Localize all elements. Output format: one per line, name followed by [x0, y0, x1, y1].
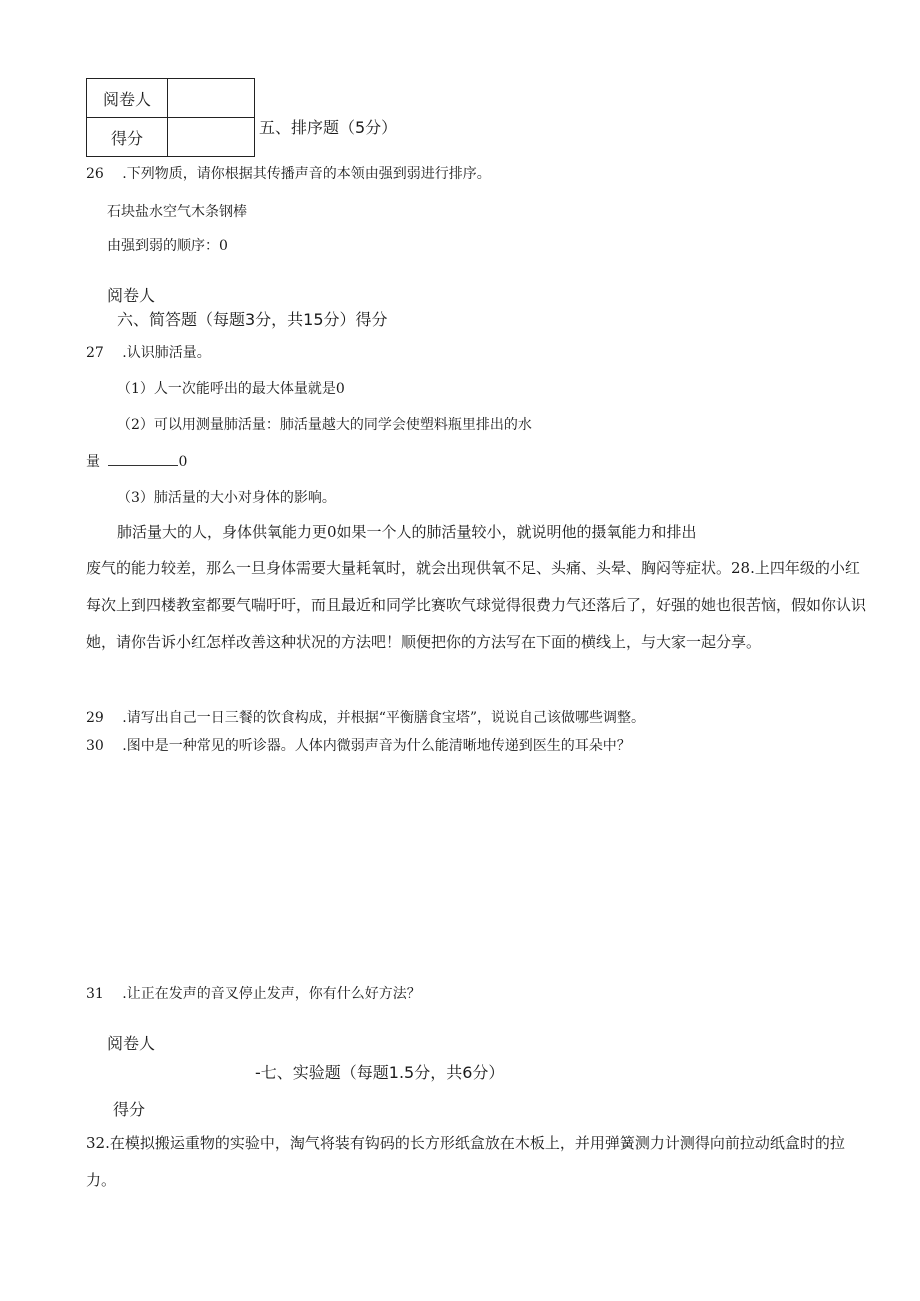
q29-stem	[86, 707, 645, 727]
q26-order: 由强到弱的顺序：0	[107, 238, 228, 254]
section7-score-label: 得分	[113, 1100, 146, 1119]
section7-title: -七、实验题（每题1.5分，共6分）	[255, 1063, 505, 1082]
q27-part2-prefix: 量	[86, 454, 100, 470]
q26-stem	[86, 163, 491, 183]
grader-score-table	[86, 78, 255, 157]
q27-part2: （2）可以用测量肺活量：肺活量越大的同学会使塑料瓶里排出的水	[117, 417, 532, 433]
q27-number: 27	[86, 345, 104, 361]
q27-part2-continued	[86, 451, 187, 471]
section7-grader-label: 阅卷人	[107, 1034, 156, 1053]
section6-grader-label: 阅卷人	[107, 286, 156, 305]
grader-blank-cell	[168, 79, 255, 118]
q30-stem	[86, 735, 631, 755]
q27-part1: （1）人一次能呼出的最大体量就是0	[117, 381, 345, 397]
q26-materials: 石块盐水空气木条钢棒	[107, 204, 247, 220]
q27-part2-suffix: 0	[178, 454, 188, 470]
q31-stem	[86, 983, 421, 1003]
answer-blank-line	[108, 453, 178, 466]
q31-number: 31	[86, 986, 104, 1002]
score-label-cell: 得分	[87, 118, 168, 157]
q29-number: 29	[86, 710, 104, 726]
q27-q28-paragraph: 废气的能力较差，那么一旦身体需要大量耗氧时，就会出现供氧不足、头痛、头晕、胸闷等症状。28.上四年级的小红每次上到四楼教室都要气喘吁吁，而且最近和同学比赛吹气球觉得很费力气还落后了，好强的她也很苦恼，假如你认识她，请你告诉小红怎样改善这种状况的方法吧！顺便把你的方法写在下面的横线上，与大家一起分享。	[86, 559, 867, 651]
q31-text: .让正在发声的音叉停止发声，你有什么好方法？	[122, 986, 421, 1002]
grader-label-cell: 阅卷人	[87, 79, 168, 118]
q32-paragraph: 32.在模拟搬运重物的实验中，淘气将装有钩码的长方形纸盒放在木板上，并用弹簧测力计测得向前拉动纸盒时的拉力。	[86, 1134, 845, 1189]
q26-text: .下列物质，请你根据其传播声音的本领由强到弱进行排序。	[122, 166, 491, 182]
section6-title: 六、简答题（每题3分，共15分）得分	[117, 310, 388, 329]
q26-number: 26	[86, 166, 104, 182]
section5-title: 五、排序题（5分）	[259, 118, 398, 137]
q27-stem	[86, 342, 211, 362]
score-blank-cell	[168, 118, 255, 157]
q29-text: .请写出自己一日三餐的饮食构成，并根据“平衡膳食宝塔”，说说自己该做哪些调整。	[122, 710, 646, 726]
q27-text: .认识肺活量。	[122, 345, 211, 361]
q30-text: .图中是一种常见的听诊器。人体内微弱声音为什么能清晰地传递到医生的耳朵中？	[122, 738, 631, 754]
q30-number: 30	[86, 738, 104, 754]
q27-part3: （3）肺活量的大小对身体的影响。	[117, 490, 336, 506]
q27-paragraph-line1: 肺活量大的人，身体供氧能力更0如果一个人的肺活量较小，就说明他的摄氧能力和排出	[117, 523, 697, 541]
